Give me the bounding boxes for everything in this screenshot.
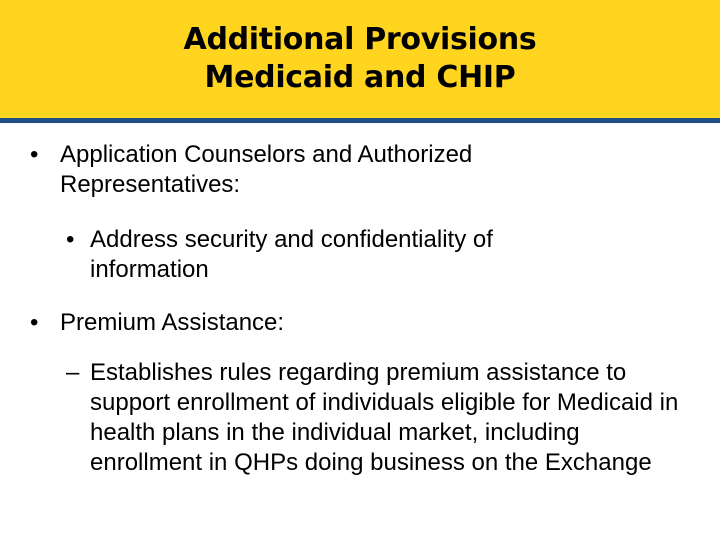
- bullet-item: [30, 308, 590, 338]
- sub-bullet-item: [66, 225, 606, 285]
- title-banner: [0, 0, 720, 118]
- slide-title-line-1: Additional Provisions: [183, 22, 537, 57]
- sub-bullet-item: [66, 358, 696, 478]
- bullet-text: Establishes rules regarding premium assistance to support enrollment of individuals eligible for Medicaid in health plans in the individual market, including enrollment in QHPs doing business on the Exchange: [90, 359, 679, 476]
- bullet-text: Address security and confidentiality of information: [90, 226, 493, 283]
- bullet-item: [30, 140, 590, 200]
- bullet-marker: •: [30, 309, 39, 336]
- bullet-text: Application Counselors and Authorized Representatives:: [60, 141, 473, 198]
- slide-title-line-2: Medicaid and CHIP: [204, 60, 516, 95]
- dash-marker: –: [66, 359, 80, 386]
- bullet-marker: •: [30, 141, 39, 168]
- bullet-marker: •: [66, 226, 75, 253]
- title-underline-rule: [0, 118, 720, 123]
- bullet-text: Premium Assistance:: [60, 309, 285, 336]
